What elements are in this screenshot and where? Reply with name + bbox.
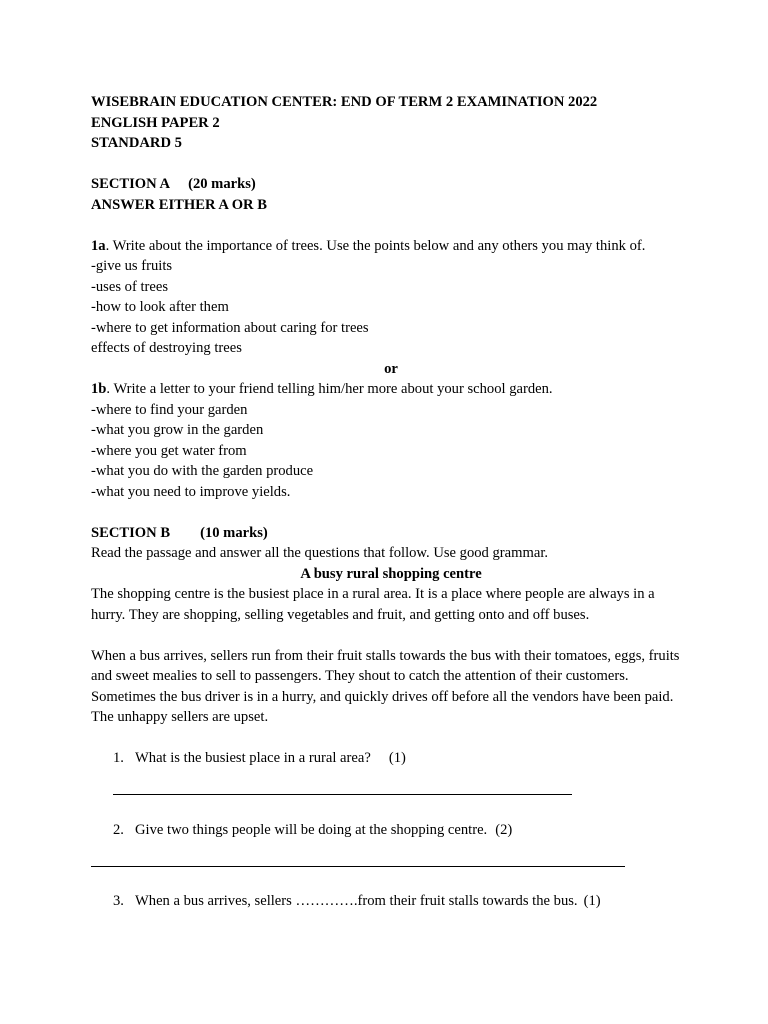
standard-label: STANDARD 5 (91, 135, 182, 151)
question-1b (91, 379, 691, 400)
question-marks: (2) (495, 821, 513, 838)
passage-paragraph-2: When a bus arrives, sellers run from their fruit stalls towards the bus with their tomatoes, eggs, fruits and sweet mealies to sell to passengers. They shout to catch the attention of their customers. Sometimes the bus driver is in a hurry, and quickly drives off before all the vendors have been paid. The unhappy sellers are upset. (91, 647, 680, 725)
question-1b-point: -what you need to improve yields. (91, 483, 291, 500)
question-1b-point: -where to find your garden (91, 401, 248, 418)
section-b-instruction: Read the passage and answer all the questions that follow. Use good grammar. (91, 545, 549, 561)
question-1a-point: -uses of trees (91, 278, 168, 295)
question-number: 2. (113, 821, 124, 838)
comprehension-question-3 (91, 891, 691, 912)
question-1b-point: -what you do with the garden produce (91, 463, 314, 479)
section-a-marks: (20 marks) (188, 176, 256, 192)
question-1a-number: 1a (91, 237, 106, 254)
question-1a-point: -how to look after them (91, 299, 229, 315)
exam-title: WISEBRAIN EDUCATION CENTER: END OF TERM 2 EXAMINATION 2022 (91, 94, 598, 110)
section-a-heading (91, 174, 691, 195)
section-b-marks: (10 marks) (200, 524, 268, 541)
section-b-heading (91, 523, 691, 544)
question-1a-point: -give us fruits (91, 258, 173, 274)
question-marks: (1) (388, 750, 406, 766)
question-number: 3. (113, 893, 124, 909)
or-separator: or (384, 360, 398, 377)
passage-paragraph-1: The shopping centre is the busiest place in a rural area. It is a place where people are always in a hurry. They are shopping, selling vegetables and fruit, and getting onto and off buses. (91, 586, 655, 623)
question-1a-point: effects of destroying trees (91, 340, 242, 356)
question-marks: (1) (583, 893, 601, 909)
question-1b-point: -what you grow in the garden (91, 422, 264, 438)
section-a-label: SECTION A (91, 176, 171, 192)
section-b-label: SECTION B (91, 524, 171, 541)
exam-page (91, 92, 691, 912)
question-1b-number: 1b (91, 381, 107, 397)
section-a-instruction: ANSWER EITHER A OR B (91, 196, 267, 213)
question-text: When a bus arrives, sellers ………….from their fruit stalls towards the bus. (135, 893, 578, 909)
question-1a (91, 236, 691, 257)
comprehension-question-1 (91, 748, 691, 769)
question-1a-text: . Write about the importance of trees. Use the points below and any others you may think of. (105, 237, 646, 254)
question-1a-point: -where to get information about caring for trees (91, 319, 369, 336)
question-1b-point: -where you get water from (91, 442, 247, 459)
passage-title: A busy rural shopping centre (300, 565, 482, 582)
paper-title: ENGLISH PAPER 2 (91, 114, 220, 131)
question-text: Give two things people will be doing at the shopping centre. (135, 821, 488, 838)
question-text: What is the busiest place in a rural area? (135, 750, 371, 766)
question-1b-text: . Write a letter to your friend telling him/her more about your school garden. (106, 381, 553, 397)
question-number: 1. (113, 750, 124, 766)
comprehension-question-2 (91, 820, 691, 841)
